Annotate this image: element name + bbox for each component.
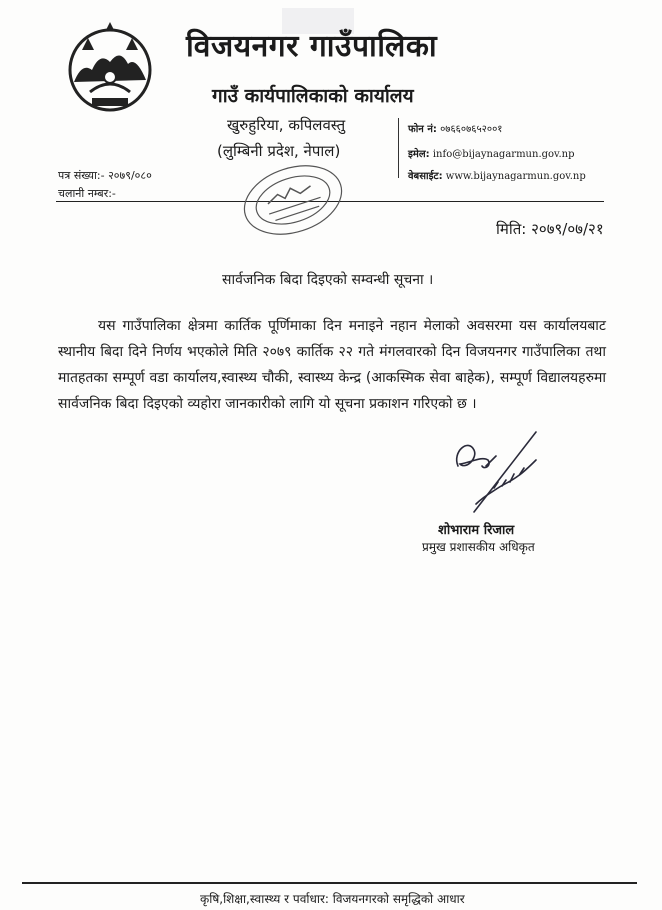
office-name: विजयनगर गाउँपालिका	[186, 29, 438, 64]
notice-title: सार्वजनिक बिदा दिइएको सम्वन्धी सूचना ।	[222, 272, 434, 288]
email-label: इमेल:	[408, 149, 430, 160]
office-stamp	[238, 162, 348, 238]
email-value[interactable]: info@bijaynagarmun.gov.np	[432, 149, 575, 160]
website-line	[408, 168, 586, 182]
address-line-1: खुरुहुरिया, कपिलवस्तु	[227, 116, 346, 134]
email-line	[408, 146, 575, 160]
contact-bracket	[398, 118, 407, 178]
address-line-2: (लुम्बिनी प्रदेश, नेपाल)	[217, 142, 341, 160]
dispatch-number: चलानी नम्बर:-	[58, 187, 116, 200]
signatory-name: शोभाराम रिजाल	[438, 523, 515, 538]
notice-body: यस गाउँपालिका क्षेत्रमा कार्तिक पूर्णिमाका दिन मनाइने नहान मेलाको अवसरमा यस कार्यालयबाट स्थानीय बिदा दिने निर्णय भएकोले मिति २०७९ कार्तिक २२ गते मंगलवारको दिन विजयनगर गाउँपालिका तथा मातहतका सम्पूर्ण वडा कार्यालय,स्वास्थ्य चौकी, स्वास्थ्य केन्द्र (आकस्मिक सेवा बाहेक), सम्पूर्ण विद्यालयहरुमा सार्वजनिक बिदा दिइएको व्यहोरा जानकारीको लागि यो सूचना प्रकाशन गरिएको छ ।	[58, 318, 606, 412]
phone-label: फोन नं:	[408, 124, 437, 135]
website-label: वेबसाईट:	[408, 171, 443, 182]
office-subtitle: गाउँ कार्यपालिकाको कार्यालय	[212, 85, 414, 107]
reference-number: पत्र संख्या:- २०७९/०८०	[58, 169, 152, 182]
footer-divider	[22, 882, 637, 884]
signatory-title: प्रमुख प्रशासकीय अधिकृत	[422, 540, 535, 554]
website-value[interactable]: www.bijaynagarmun.gov.np	[445, 171, 586, 182]
phone-line	[408, 121, 502, 135]
phone-value: ०७६६०७६५२००१	[440, 124, 503, 135]
letter-date: मिति: २०७९/०७/२१	[496, 220, 604, 238]
nepal-emblem-logo	[62, 22, 158, 114]
footer-slogan: कृषि,शिक्षा,स्वास्थ्य र पर्वाधार: विजयनगरको समृद्धिको आधार	[200, 892, 465, 906]
handwritten-signature	[438, 426, 558, 522]
